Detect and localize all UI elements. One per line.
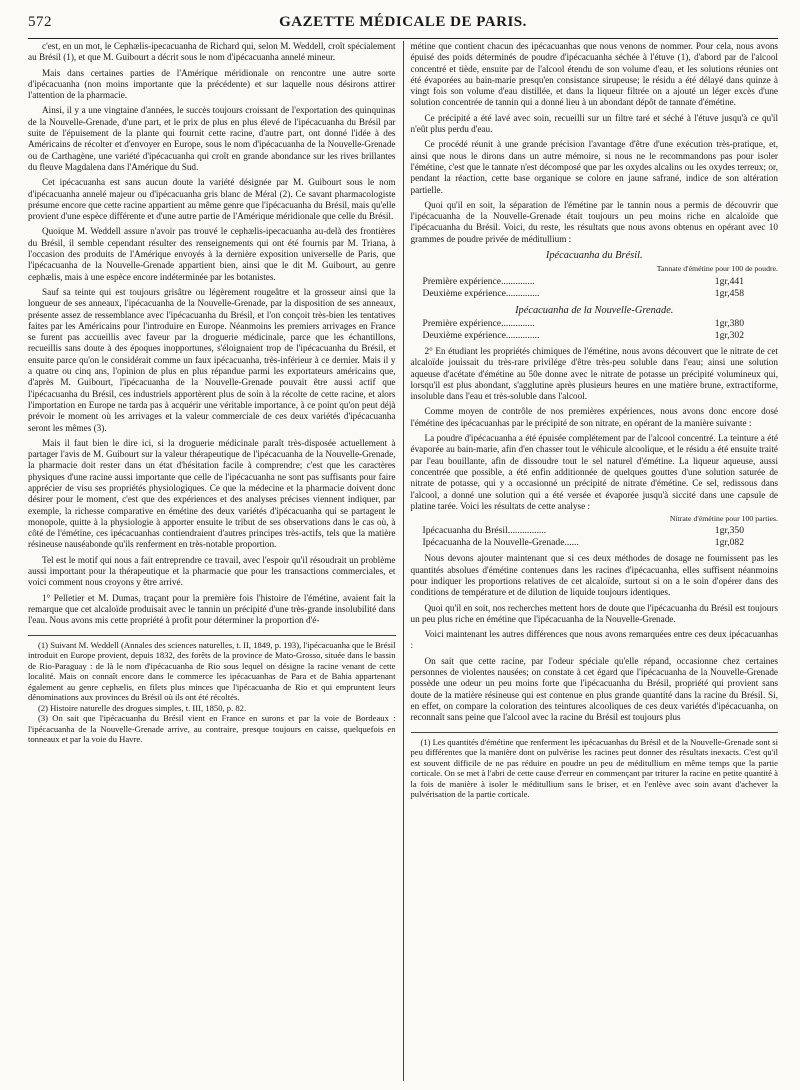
paragraph: La poudre d'ipécacuanha a été épuisée complétement par de l'alcool concentré. La teinture a été évaporée au bain-marie, afin d'en chasser tout le véhicule alcoolique, et le résidu a été ensuite traité par l'eau bouillante, afin de dissoudre tout le sel naturel d'émétine. La liqueur aqueuse, aussi concentrée que possible, a été enfin additionnée de quelques gouttes d'une solution saturée de nitrate de potasse, qui y a occasionné un précipité de nitrate d'émétine. Ce sel, redissous dans l'alcool, a donné une solution qui a été versée et évaporée jusqu'à siccité dans une capsule de platine tarée. Voici les résultats de cette analyse : xyxy=(410,433,778,511)
footnote: (2) Histoire naturelle des drogues simples, t. III, 1850, p. 82. xyxy=(38,702,247,713)
paragraph: Nous devons ajouter maintenant que si ces deux méthodes de dosage ne fournissent pas les quantités absolues d'émétine contenues dans les racines d'ipécacuanha, elles suffisent néanmoins pour indiquer les proportions relatives de cet alcaloïde, surtout si on a le soin d'opérer dans des conditions de température et de dilution de liquide toujours identiques. xyxy=(410,553,778,598)
paragraph: Cet ipécacuanha est sans aucun doute la variété désignée par M. Guibourt sous le nom d'ipécacuanha annelé majeur ou d'ipécacuanha gris blanc de Méral (2). Ce savant pharmacologiste présume encore que cette racine appartient au même genre que l'ipécacuanha du Brésil, mais qu'elle provient d'une espèce différente et d'une autre partie de l'Amérique méridionale que celle du Brésil. xyxy=(28,177,396,222)
article-columns xyxy=(28,41,778,1081)
table-unit: Nitrate d'émétine pour 100 parties. xyxy=(669,514,778,524)
results-table-tannate xyxy=(411,250,779,342)
paragraph: 1° Pelletier et M. Dumas, traçant pour la première fois l'histoire de l'émétine, avaient fait la remarque que cet alcaloïde produisait avec le tannin un précipité d'une très-grande insolubilité dans l'eau. Nous avons mis cette propriété à profit pour déterminer la proportion d'é- xyxy=(28,592,396,626)
page-header xyxy=(28,0,778,39)
journal-title: GAZETTE MÉDICALE DE PARIS. xyxy=(279,14,527,30)
paragraph: Ainsi, il y a une vingtaine d'années, le succès toujours croissant de l'exportation des quinquinas de la Nouvelle-Grenade, d'une part, et le prix de plus en plus élevé de l'ipécacuanha du Brésil par suite de l'épuisement de la plante qui fournit cette racine, d'autre part, ont donné l'idée à des Américains de récolter et d'envoyer en Europe, sous le nom d'ipécacuanha de la Nouvelle-Grenade ou de Carthagène, une variété d'ipécacuanha qui croît en grande abondance sur les rives brillantes du fleuve Magdalena dans l'Amérique du Sud. xyxy=(28,105,396,172)
paragraph: Sauf sa teinte qui est toujours grisâtre ou légèrement rougeâtre et la grosseur ainsi que la longueur de ses anneaux, l'ipécacuanha de la Nouvelle-Grenade, par la disposition de ses anneaux, présente assez de ressemblance avec l'ipécacuanha du Brésil, et l'on conçoit très-bien les tentatives faites par les Américains pour l'introduire en Europe. Néanmoins les premiers arrivages en France se furent pas accueillis avec faveur par la droguerie médicinale, parce que les échantillons, recueillis sans doute à des époques inopportunes, s'éloignaient trop de l'ipécacuanha du Brésil, et ensuite parce qu'on le considérait comme un faux ipécacuanha, très-inférieur à ce dernier. Mais il y a quatre ou cinq ans, l'opinion de plus en plus répandue parmi les exportateurs américains que, d'après M. Guibourt, l'ipécacuanha de la Nouvelle-Grenade pouvait être aussi actif que l'ipécacuanha du Brésil, ces industriels apportèrent plus de soin à la récolte de cette racine, et alors l'importation en Europe ne tarda pas à acquérir une véritable importance, à ce point qu'on peut déjà prévoir le moment où les arrivages et la valeur commerciale de ces deux variétés d'ipécacuanha seront les mêmes (3). xyxy=(28,286,396,433)
left-body xyxy=(28,41,396,627)
paragraph: Comme moyen de contrôle de nos premières expériences, nous avons donc encore dosé l'émétine des ipécacuanhas par le précipité de son nitrate, en opérant de la manière suivante : xyxy=(410,406,778,428)
footnote: (1) Suivant M. Weddell (Annales des sciences naturelles, t. II, 1849, p. 193), l'ipécacuanha que le Brésil introduit en Europe provient, depuis 1832, des forêts de la province de Mato-Grosso, située dans le bassin de Rio-Paraguay : de là le nom d'ipécacuanha de Rio sous lequel on désigne la racine venant de cette localité. Mais on connaît encore dans le commerce les ipécacuanhas de Para et de Bahia appartenant également au genre cephælis, en filets plus minces que l'ipécacuanha de Rio et qui empruntent leurs dénominations aux provinces du Brésil où ils ont été récoltés. xyxy=(28,639,396,703)
table-row: Ipécacuanha du Brésil................ 1gr,350 xyxy=(422,525,744,537)
paragraph: Mais dans certaines parties de l'Amérique méridionale on rencontre une autre sorte d'ipécacuanha (non moins importante que la précédente) et sur laquelle nous désirons attirer l'attention de la pharmacie. xyxy=(28,67,396,101)
footnote: (3) On sait que l'ipécacuanha du Brésil vient en France en surons et par la voie de Bordeaux : l'ipécacuanha de la Nouvelle-Grenade arrive, au contraire, presque toujours en caisse, quelquefois en tonneaux et par la voie du Havre. xyxy=(28,713,396,745)
table-row: Deuxième expérience.............. 1gr,458 xyxy=(422,287,744,299)
paragraph: Mais il faut bien le dire ici, si la droguerie médicinale paraît très-disposée actuellement à partager l'avis de M. Guibourt sur la valeur thérapeutique de l'ipécacuanha de la Nouvelle-Grenade, la pharmacie doit rester dans un état d'hésitation facile à comprendre; c'est que les caractères physiques d'une racine aussi importante que celle de l'ipécacuanha ne sont pas suffisants pour faire apprécier de visu ses propriétés physiologiques. Ce que la médecine et la pharmacie doivent donc désirer pour le moment, c'est que des expériences et des analyses précises viennent indiquer, par exemple, la richesse comparative en émétine des deux variétés d'ipécacuanha qui se partagent le monopole, quitte à la physiologie à apporter ensuite le tribut de ses observations dans le cas où, à côté de l'émétine, ces ipécacuanhas contiendraient d'autres principes très-actifs, tels que la matière résineuse nauséabonde qu'ils renferment en très-notable proportion. xyxy=(28,437,396,550)
paragraph: c'est, en un mot, le Cephælis-ipecacuanha de Richard qui, selon M. Weddell, croît spécialement au Brésil (1), et que M. Guibourt a décrit sous le nom d'ipécacuanha annelé mineur. xyxy=(28,41,396,63)
paragraph: On sait que cette racine, par l'odeur spéciale qu'elle répand, occasionne chez certaines personnes de violentes nausées; on constate à cet égard que l'ipécacuanha de la Nouvelle-Grenade possède une odeur un peu moins forte que l'ipécacuanha du Brésil, propriété qui provient sans doute de la matière résineuse qui est contenue en plus grande quantité dans la racine du Brésil. Si, en effet, on compare la coloration des teintures alcooliques de ces deux variétés d'ipécacuanha, on reconnaît sans peine que l'alcool avec la racine du Brésil est toujours plus xyxy=(410,655,778,723)
left-footnotes xyxy=(28,640,396,745)
footnote-separator xyxy=(28,635,396,636)
paragraph: 2° En étudiant les propriétés chimiques de l'émétine, nous avons découvert que le nitrate de cet alcaloïde jouissait du très-rare privilége d'être très-peu soluble dans l'eau; ainsi une solution aqueuse d'acétate d'émétine au 50e donne avec le nitrate de potasse un précipité volumineux qui, lorsqu'il est plus abondant, s'agglutine après plusieurs heures en une matière brune, extractiforme, insoluble dans l'eau et très-soluble dans l'alcool. xyxy=(410,345,778,402)
right-footnotes xyxy=(411,737,779,800)
paragraph: Ce précipité a été lavé avec soin, recueilli sur un filtre taré et séché à l'étuve jusqu'à ce qu'il n'eût plus perdu d'eau. xyxy=(410,112,778,135)
paragraph: Quoi qu'il en soit, la séparation de l'émétine par le tannin nous a permis de découvrir que l'ipécacuanha de la Nouvelle-Grenade était toujours un peu moins riche en alcaloïde que l'ipécacuanha du Brésil. Voici, du reste, les résultats que nous avons obtenus en opérant avec 10 grammes de poudre privée de méditullium : xyxy=(410,199,778,244)
table-row: Première expérience.............. 1gr,380 xyxy=(422,317,744,329)
table-row: Première expérience.............. 1gr,441 xyxy=(422,275,744,287)
subheading-nouvelle-grenade: Ipécacuanha de la Nouvelle-Grenade. xyxy=(515,304,674,316)
subheading-brazil: Ipécacuanha du Brésil. xyxy=(545,250,643,262)
footnote: (1) Les quantités d'émétine que renferment les ipécacuanhas du Brésil et de la Nouvelle-Grenade sont si peu différentes que la manière dont on pulvérise les racines peut donner des résultats inexacts. C'est qu'il est souvent difficile de ne pas réduire en poudre un peu de méditullium en même temps que la partie corticale. On se met à l'abri de cette cause d'erreur en commençant par triturer la racine en petite quantité à la fois de manière à isoler le méditullium sans le briser, et en l'enlève avec soin avant d'achever la pulvérisation de la partie corticale. xyxy=(410,736,778,800)
paragraph: métine que contient chacun des ipécacuanhas que nous venons de nommer. Pour cela, nous avons épuisé des poids déterminés de poudre d'ipécacuanha séchée à l'étuve (1), d'abord par de l'alcool concentré et tiède, ensuite par de l'alcool étendu de son volume d'eau, et les solutions réunies ont été évaporées au bain-marie presqu'en consistance sirupeuse; le résidu a été délayé dans quinze à vingt fois son volume d'eau distillée, et dans la liqueur filtrée on a ajouté un léger excès d'une solution concentrée de tannin qui a donné lieu à un abondant dépôt de tannate d'émétine. xyxy=(410,41,778,108)
paragraph: Ce procédé réunit à une grande précision l'avantage d'être d'une exécution très-pratique, et, ainsi que nous le dirons dans un autre mémoire, si nous ne le recommandons pas pour isoler l'émétine, c'est que le tannate n'est décomposé que par les oxydes alcalins ou les oxydes terreux; or, pendant la réaction, cette base organique se colore en jaune safrané, indice de son altération partielle. xyxy=(410,139,778,195)
page-number: 572 xyxy=(28,14,52,30)
table-row: Ipécacuanha de la Nouvelle-Grenade...... 1gr,082 xyxy=(422,537,744,549)
results-table-nitrate xyxy=(411,513,779,549)
left-column xyxy=(28,41,404,1081)
right-column xyxy=(404,41,779,1081)
paragraph: Quoique M. Weddell assure n'avoir pas trouvé le cephælis-ipecacuanha au-delà des frontières du Brésil, il semble cependant résulter des renseignements qui ont été fournis par M. Triana, à l'occasion des produits de l'Amérique envoyés à la dernière exposition universelle de Paris, que l'ipécacuanha de la Nouvelle-Grenade appartient bien, ainsi que le dit M. Guibourt, au genre cephælis, mais à une espèce encore indéterminée par les botanistes. xyxy=(28,226,396,282)
table-row: Deuxième expérience.............. 1gr,302 xyxy=(422,329,744,341)
right-body xyxy=(411,41,779,724)
footnote-separator xyxy=(411,732,779,733)
paragraph: Quoi qu'il en soit, nos recherches mettent hors de doute que l'ipécacuanha du Brésil est toujours un peu plus riche en émétine que l'ipécacuanha de la Nouvelle-Grenade. xyxy=(410,602,778,624)
paragraph: Voici maintenant les autres différences que nous avons remarquées entre ces deux ipécacuanhas : xyxy=(410,629,778,651)
table-unit: Tannate d'émétine pour 100 de poudre. xyxy=(656,264,778,274)
paragraph: Tel est le motif qui nous a fait entreprendre ce travail, avec l'espoir qu'il résoudrait un problème aussi important pour la thérapeutique et la pharmacie que pour les transactions commerciales, et voici comment nous croyons y être arrivé. xyxy=(28,554,396,588)
